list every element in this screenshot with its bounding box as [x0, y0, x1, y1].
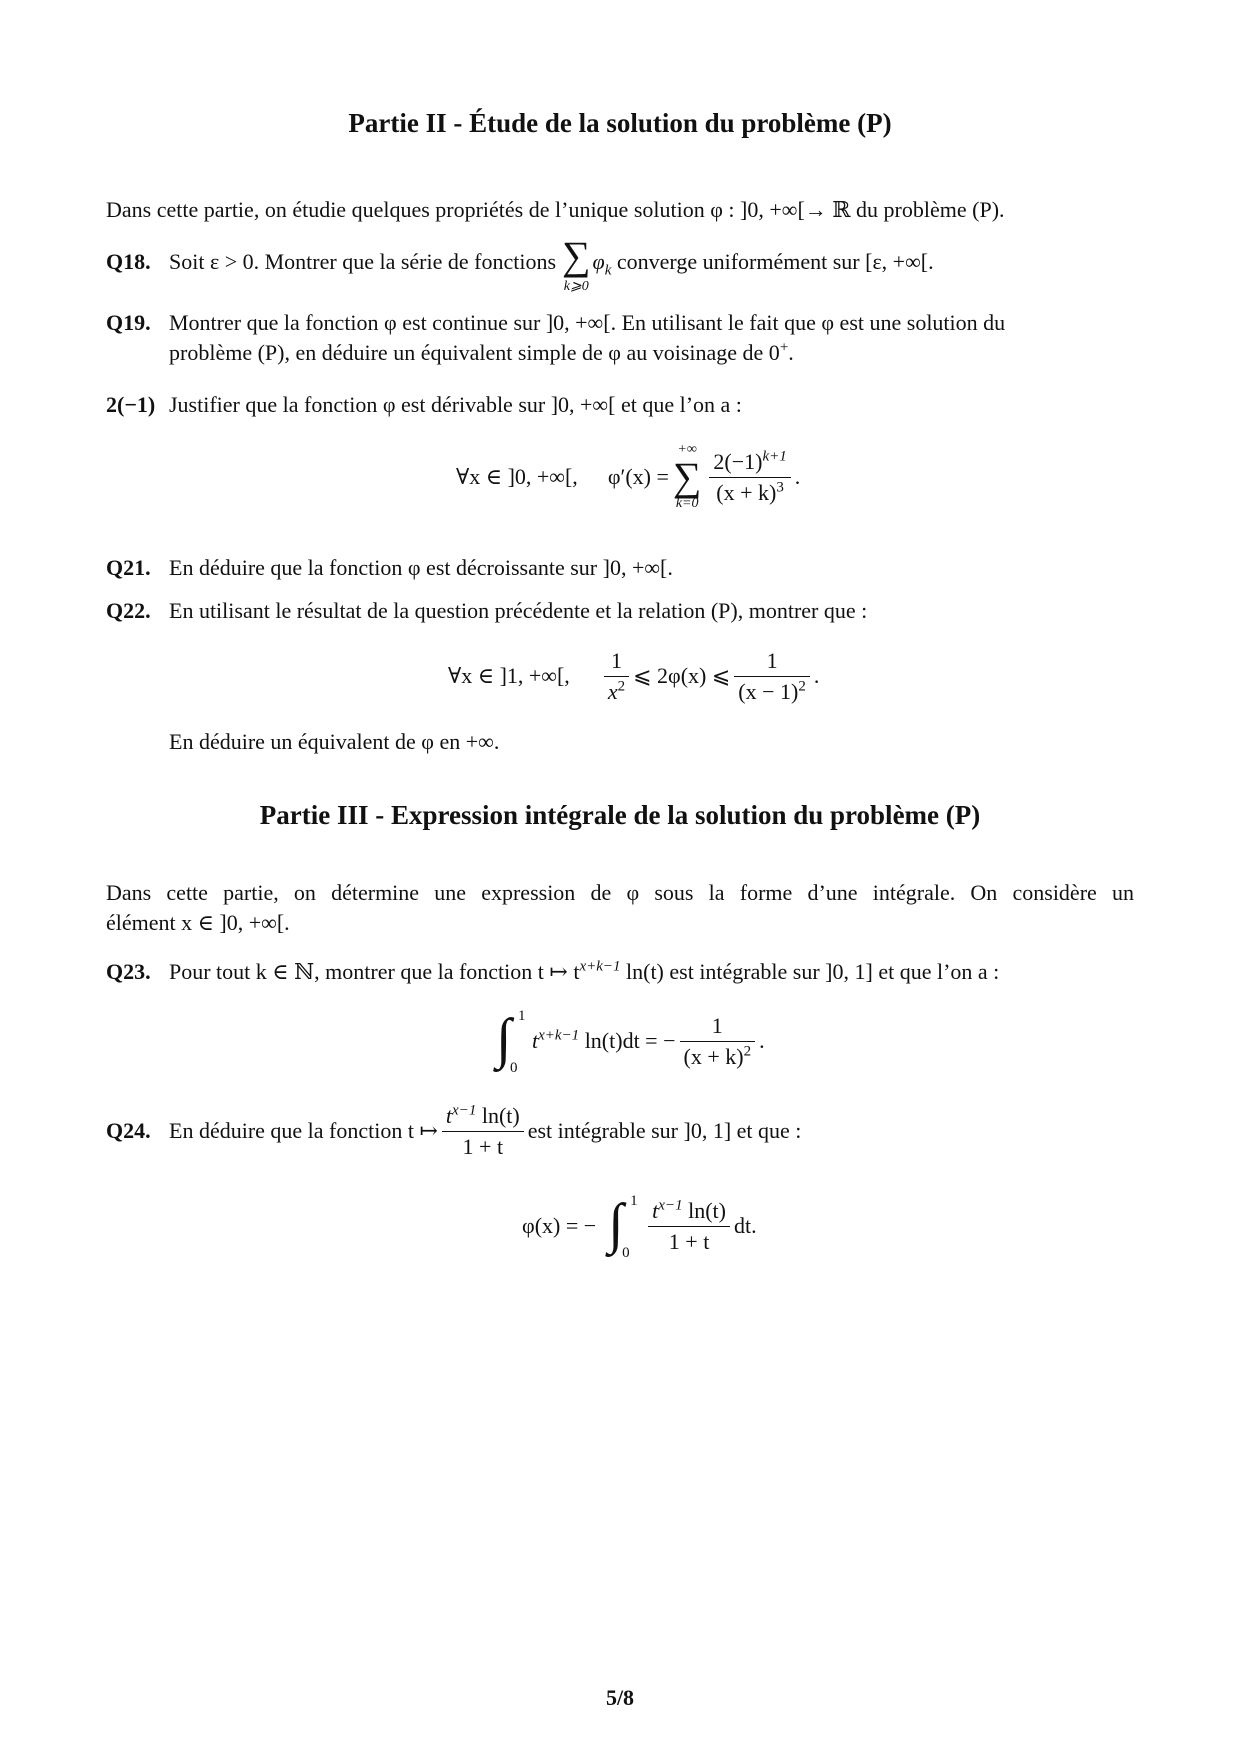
q23-int-upper: 1 [518, 1008, 526, 1024]
q23-text: Pour tout k ∈ ℕ, montrer que la fonction t ↦ $t^{x+k-1}$ ln(t) est intégrable sur ]0, 1] et que l’on a : [169, 958, 1000, 984]
q20-eq-mid: φ′(x) = [607, 464, 669, 489]
q20-equation [456, 442, 800, 512]
q24-eq-fraction [648, 1196, 730, 1257]
q23-eq-end: . [759, 1028, 765, 1053]
q23-number: Q23. [106, 959, 151, 984]
q24-eq-lhs: φ(x) = − [522, 1213, 597, 1238]
integral-symbol: ∫ [608, 1193, 624, 1255]
q23-numerator: 1 [680, 1011, 756, 1042]
q18-sum-limit: k⩾0 [563, 279, 589, 294]
q20-text: Justifier que la fonction φ est dérivable sur ]0, +∞[ et que l’on a : [169, 392, 742, 417]
q24-eq-denominator: 1 + t [668, 1228, 710, 1254]
q22-fraction-1 [604, 646, 629, 707]
sum-symbol: ∑ [672, 454, 702, 499]
q24-numerator: $t^{x-1}$ ln(t) [442, 1101, 524, 1132]
q20-denominator: $(x + k)^3$ [716, 479, 784, 505]
q24-fraction [442, 1101, 524, 1162]
q18-sum [562, 233, 591, 294]
q21-text: En déduire que la fonction φ est décroissante sur ]0, +∞[. [169, 555, 673, 580]
part2-title: Partie II - Étude de la solution du problème (P) [348, 108, 892, 138]
q18-text-a: Soit ε > 0. Montrer que la série de fonctions [169, 249, 557, 274]
q20-fraction [709, 447, 790, 508]
integral-symbol: ∫ [496, 1008, 512, 1070]
q22-eq-lhs: ∀x ∈ ]1, +∞[, [448, 663, 570, 688]
q23-fraction [680, 1011, 756, 1072]
q22-f2-numerator: 1 [734, 646, 810, 677]
q24-int-upper: 1 [630, 1193, 638, 1209]
q24-int-lower: 0 [622, 1245, 630, 1261]
q20-sum [673, 443, 702, 511]
q20-sum-bottom: k=0 [675, 496, 699, 511]
q20-sum-top: +∞ [677, 442, 697, 457]
q18-text-b: converge uniformément sur [ε, +∞[. [616, 249, 934, 274]
q22-fraction-2 [734, 646, 810, 707]
q23-denominator: $(x + k)^2$ [683, 1043, 752, 1069]
q24-eq-numerator: $t^{x-1}$ ln(t) [648, 1196, 730, 1227]
q23-integrand: $t^{x+k-1}$ ln(t)dt = − [532, 1027, 676, 1053]
page-number: 5/8 [605, 1685, 635, 1710]
q22-text: En utilisant le résultat de la question précédente et la relation (P), montrer que : [169, 598, 868, 623]
q23-integral [492, 1006, 532, 1076]
q20-eq-lhs: ∀x ∈ ]0, +∞[, [456, 464, 578, 489]
q18-statement [169, 233, 934, 294]
q24-denominator: 1 + t [462, 1133, 504, 1159]
q22-f1-numerator: 1 [604, 646, 629, 677]
part3-title: Partie III - Expression intégrale de la solution du problème (P) [259, 800, 981, 830]
q18-number: Q18. [106, 249, 151, 274]
q24-integral [604, 1191, 644, 1261]
q19-line1: Montrer que la fonction φ est continue sur ]0, +∞[. En utilisant le fait que φ est une solution du [169, 310, 1006, 335]
q24-equation [522, 1190, 757, 1262]
q18-phi-k: $\varphi_k$ [592, 249, 612, 279]
q24-number: Q24. [106, 1118, 151, 1143]
q22-eq-mid: ⩽ 2φ(x) ⩽ [633, 663, 731, 688]
part3-intro-line1: Dans cette partie, on détermine une expression de φ sous la forme d’une intégrale. On considère un [106, 880, 1134, 905]
part3-intro-line2: élément x ∈ ]0, +∞[. [106, 910, 290, 935]
q20-eq-end: . [794, 464, 801, 489]
q24-text-b: est intégrable sur ]0, 1] et que : [527, 1118, 802, 1143]
q19-line2: problème (P), en déduire un équivalent simple de φ au voisinage de 0+. [169, 339, 794, 365]
q24-text-a: En déduire que la fonction t ↦ [169, 1118, 438, 1143]
q22-number: Q22. [106, 598, 151, 623]
q20-number: 2(−1) [106, 392, 156, 417]
q22-eq-end: . [813, 663, 820, 688]
q22-after: En déduire un équivalent de φ en +∞. [169, 729, 500, 754]
sum-symbol: ∑ [562, 233, 591, 278]
q19-number: Q19. [106, 310, 151, 335]
q23-int-lower: 0 [510, 1060, 518, 1076]
q23-equation [492, 1005, 765, 1077]
q21-number: Q21. [106, 555, 151, 580]
part2-intro: Dans cette partie, on étudie quelques propriétés de l’unique solution φ : ]0, +∞[→ ℝ du problème (P). [106, 197, 1005, 222]
q24-eq-end: dt. [733, 1213, 757, 1238]
q24-statement [106, 1098, 801, 1164]
q20-numerator: $2(-1)^{k+1}$ [709, 447, 790, 478]
q22-equation [448, 643, 819, 709]
q22-f1-denominator: $x^2$ [607, 678, 626, 704]
q22-f2-denominator: $(x - 1)^2$ [738, 678, 806, 704]
